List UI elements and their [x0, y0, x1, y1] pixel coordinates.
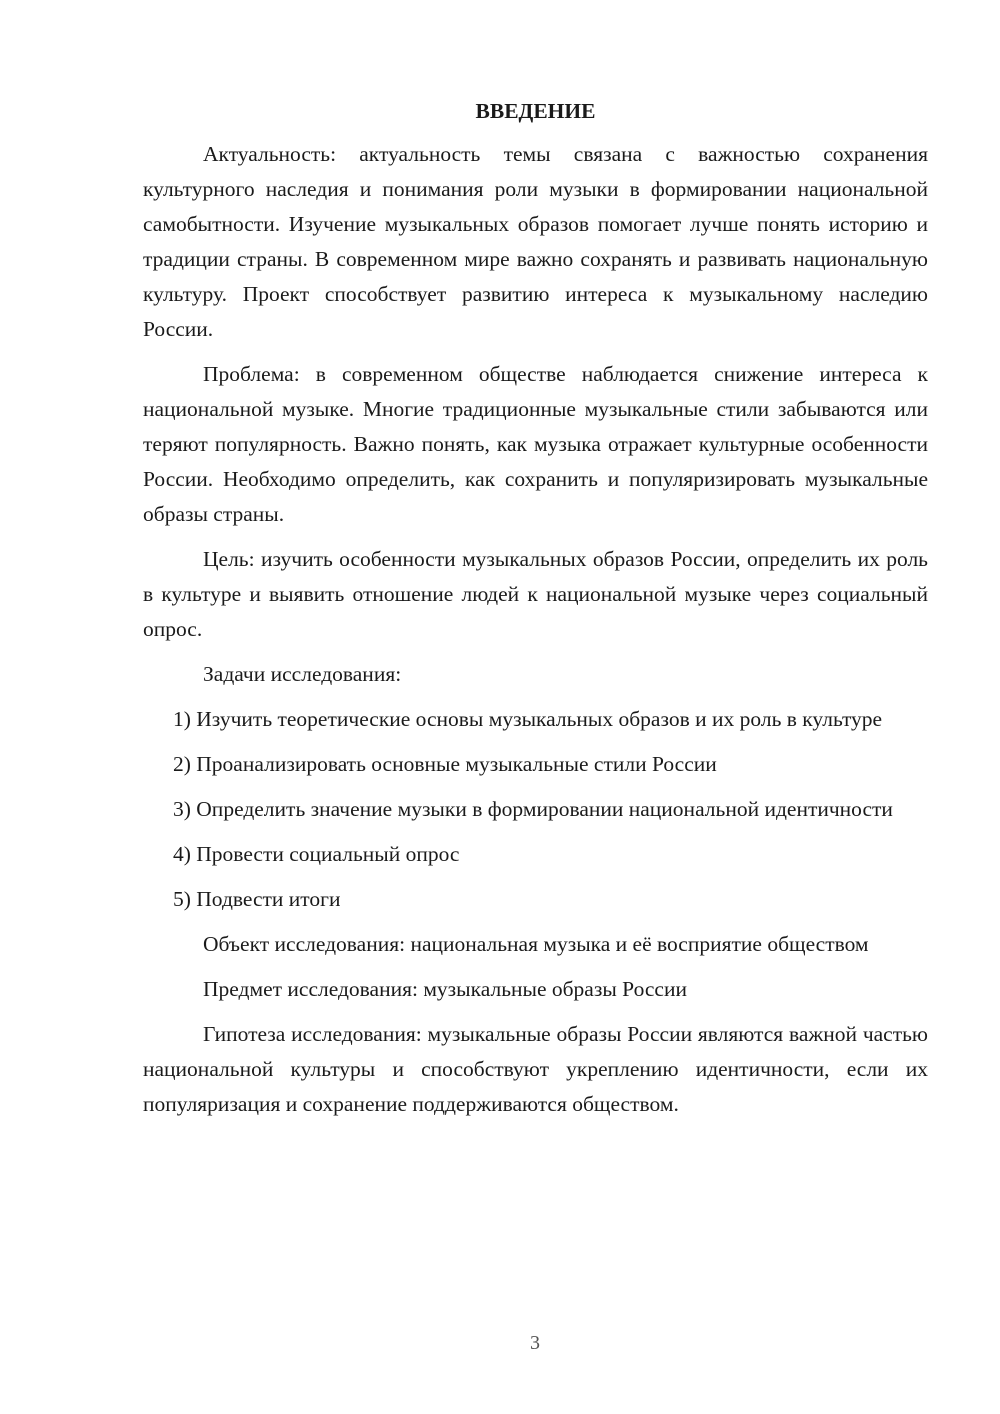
- task-item-4: 4) Провести социальный опрос: [173, 842, 460, 866]
- paragraph-relevance: Актуальность: актуальность темы связана с важностью сохранения культурного наследия и понимания роли музыки в формировании национальной самобытности. Изучение музыкальных образов помогает лучше понять историю и традиции страны. В современном мире важно сохранять и развивать национальную культуру. Проект способствует развитию интереса к музыкальному наследию России.: [143, 142, 928, 341]
- paragraph-subject: Предмет исследования: музыкальные образы России: [203, 977, 687, 1001]
- paragraph-goal: Цель: изучить особенности музыкальных образов России, определить их роль в культуре и выявить отношение людей к национальной музыке через социальный опрос.: [143, 547, 928, 641]
- task-item-1: 1) Изучить теоретические основы музыкальных образов и их роль в культуре: [173, 707, 883, 731]
- section-title: ВВЕДЕНИЕ: [475, 99, 596, 123]
- paragraph-object: Объект исследования: национальная музыка и её восприятие обществом: [203, 932, 869, 956]
- paragraph-hypothesis: Гипотеза исследования: музыкальные образы России являются важной частью национальной культуры и способствуют укреплению идентичности, если их популяризация и сохранение поддерживаются обществом.: [143, 1022, 928, 1116]
- task-item-2: 2) Проанализировать основные музыкальные стили России: [173, 752, 717, 776]
- paragraph-problem: Проблема: в современном обществе наблюдается снижение интереса к национальной музыке. Многие традиционные музыкальные стили забываются или теряют популярность. Важно понять, как музыка отражает культурные особенности России. Необходимо определить, как сохранить и популяризировать музыкальные образы страны.: [143, 362, 928, 526]
- page-number: 3: [530, 1332, 540, 1354]
- task-item-3: 3) Определить значение музыки в формировании национальной идентичности: [173, 797, 893, 821]
- paragraph-tasks-heading: Задачи исследования:: [203, 662, 402, 686]
- document-page: [143, 96, 928, 1132]
- task-item-5: 5) Подвести итоги: [173, 887, 341, 911]
